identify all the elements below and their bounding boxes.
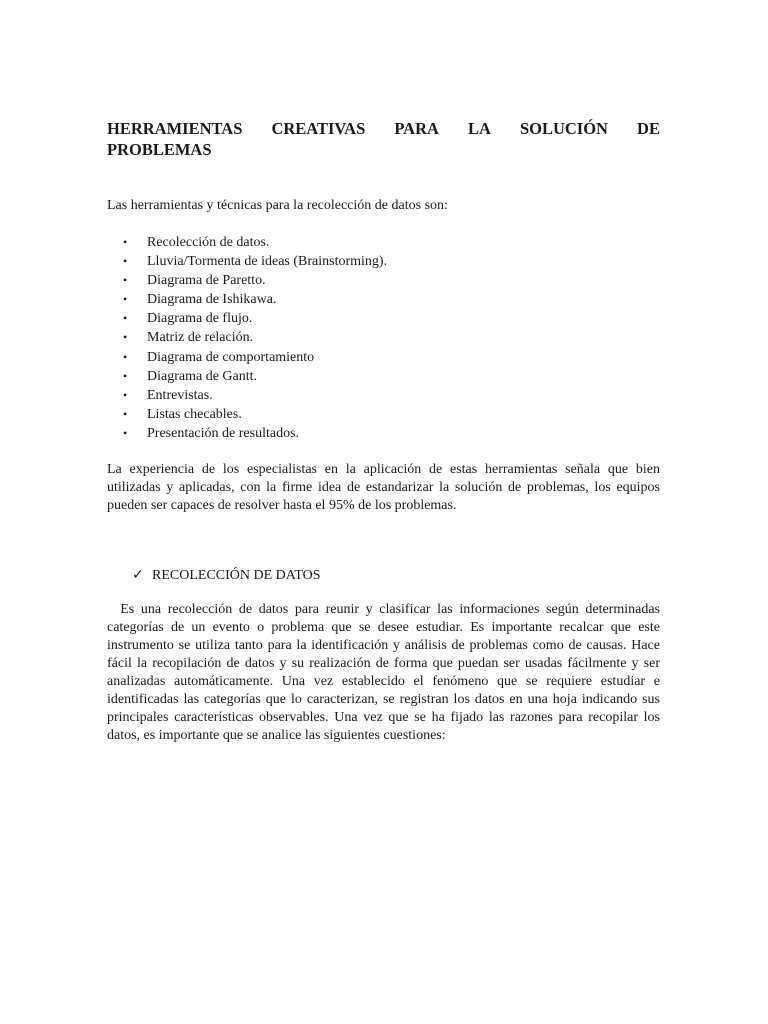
list-item — [107, 309, 660, 328]
tools-list — [107, 233, 660, 443]
list-item — [107, 252, 660, 271]
list-item — [107, 271, 660, 290]
bullet-icon: • — [123, 368, 128, 383]
list-item-text: Diagrama de Ishikawa. — [147, 292, 277, 308]
checkmark-icon: ✓ — [132, 567, 144, 584]
list-item-text: Presentación de resultados. — [147, 425, 300, 441]
bullet-icon: • — [123, 235, 128, 249]
section-paragraph-text: Es una recolección de datos para reunir y clasificar las informaciones según determinadas categorías de un evento o problema que se desee estudiar. Es importante recalcar que este instrumento se utiliza tanto para la identificación y análisis de problemas como de causas. Hace fácil la recopilación de datos y su realización de forma que puedan ser usadas fácilmente y ser analizadas automáticamente. Una vez establecido el fenómeno que se requiere estudiar e identificadas las categorías que lo caracterizan, se registran los datos en una hoja indicando sus principales características observables. Una vez que se ha fijado las razones para recopilar los datos, es importante que se analice las siguientes cuestiones: — [107, 602, 660, 744]
list-item-text: Matriz de relación. — [147, 330, 254, 346]
list-item-text: Entrevistas. — [147, 387, 213, 403]
title-line-1 — [107, 118, 660, 139]
list-item — [107, 367, 660, 386]
list-item — [107, 386, 660, 405]
list-item-text: Diagrama de Gantt. — [147, 368, 258, 384]
intro-text: Las herramientas y técnicas para la recolección de datos son: — [107, 198, 448, 213]
list-item-text: Recolección de datos. — [147, 235, 270, 250]
list-item — [107, 424, 660, 443]
list-item-text: Diagrama de Paretto. — [147, 273, 266, 289]
list-item — [107, 328, 660, 347]
list-item-text: Lluvia/Tormenta de ideas (Brainstorming). — [147, 254, 388, 270]
title-word: DE — [637, 119, 660, 138]
list-item — [107, 348, 660, 367]
title-line-2: PROBLEMAS — [107, 140, 212, 159]
list-item — [107, 290, 660, 309]
section-paragraph — [107, 601, 660, 745]
title-word: CREATIVAS — [271, 119, 366, 138]
section-heading — [107, 567, 660, 585]
bullet-icon: • — [123, 406, 128, 421]
bullet-icon: • — [123, 273, 128, 288]
bullet-icon: • — [123, 387, 128, 402]
title-word: LA — [467, 119, 491, 138]
experience-paragraph: La experiencia de los especialistas en la aplicación de estas herramientas señala que bien utilizadas y aplicadas, con la firme idea de estandarizar la solución de problemas, los equipos pueden ser capaces de resolver hasta el 95% de los problemas. — [107, 462, 660, 514]
bullet-icon: • — [123, 254, 128, 269]
list-item — [107, 405, 660, 424]
bullet-icon: • — [123, 349, 128, 364]
list-item-text: Diagrama de comportamiento — [147, 349, 315, 365]
list-item — [107, 233, 660, 252]
bullet-icon: • — [123, 330, 128, 345]
bullet-icon: • — [123, 292, 128, 307]
title-word: PARA — [394, 119, 439, 138]
bullet-icon: • — [123, 311, 128, 326]
document-title — [107, 118, 660, 160]
bullet-icon: • — [123, 425, 128, 440]
section-title: RECOLECCIÓN DE DATOS — [152, 568, 321, 584]
list-item-text: Listas checables. — [147, 406, 242, 422]
title-word: HERRAMIENTAS — [107, 119, 243, 138]
document-page — [107, 118, 660, 745]
list-item-text: Diagrama de flujo. — [147, 311, 253, 327]
title-word: SOLUCIÓN — [519, 119, 608, 138]
